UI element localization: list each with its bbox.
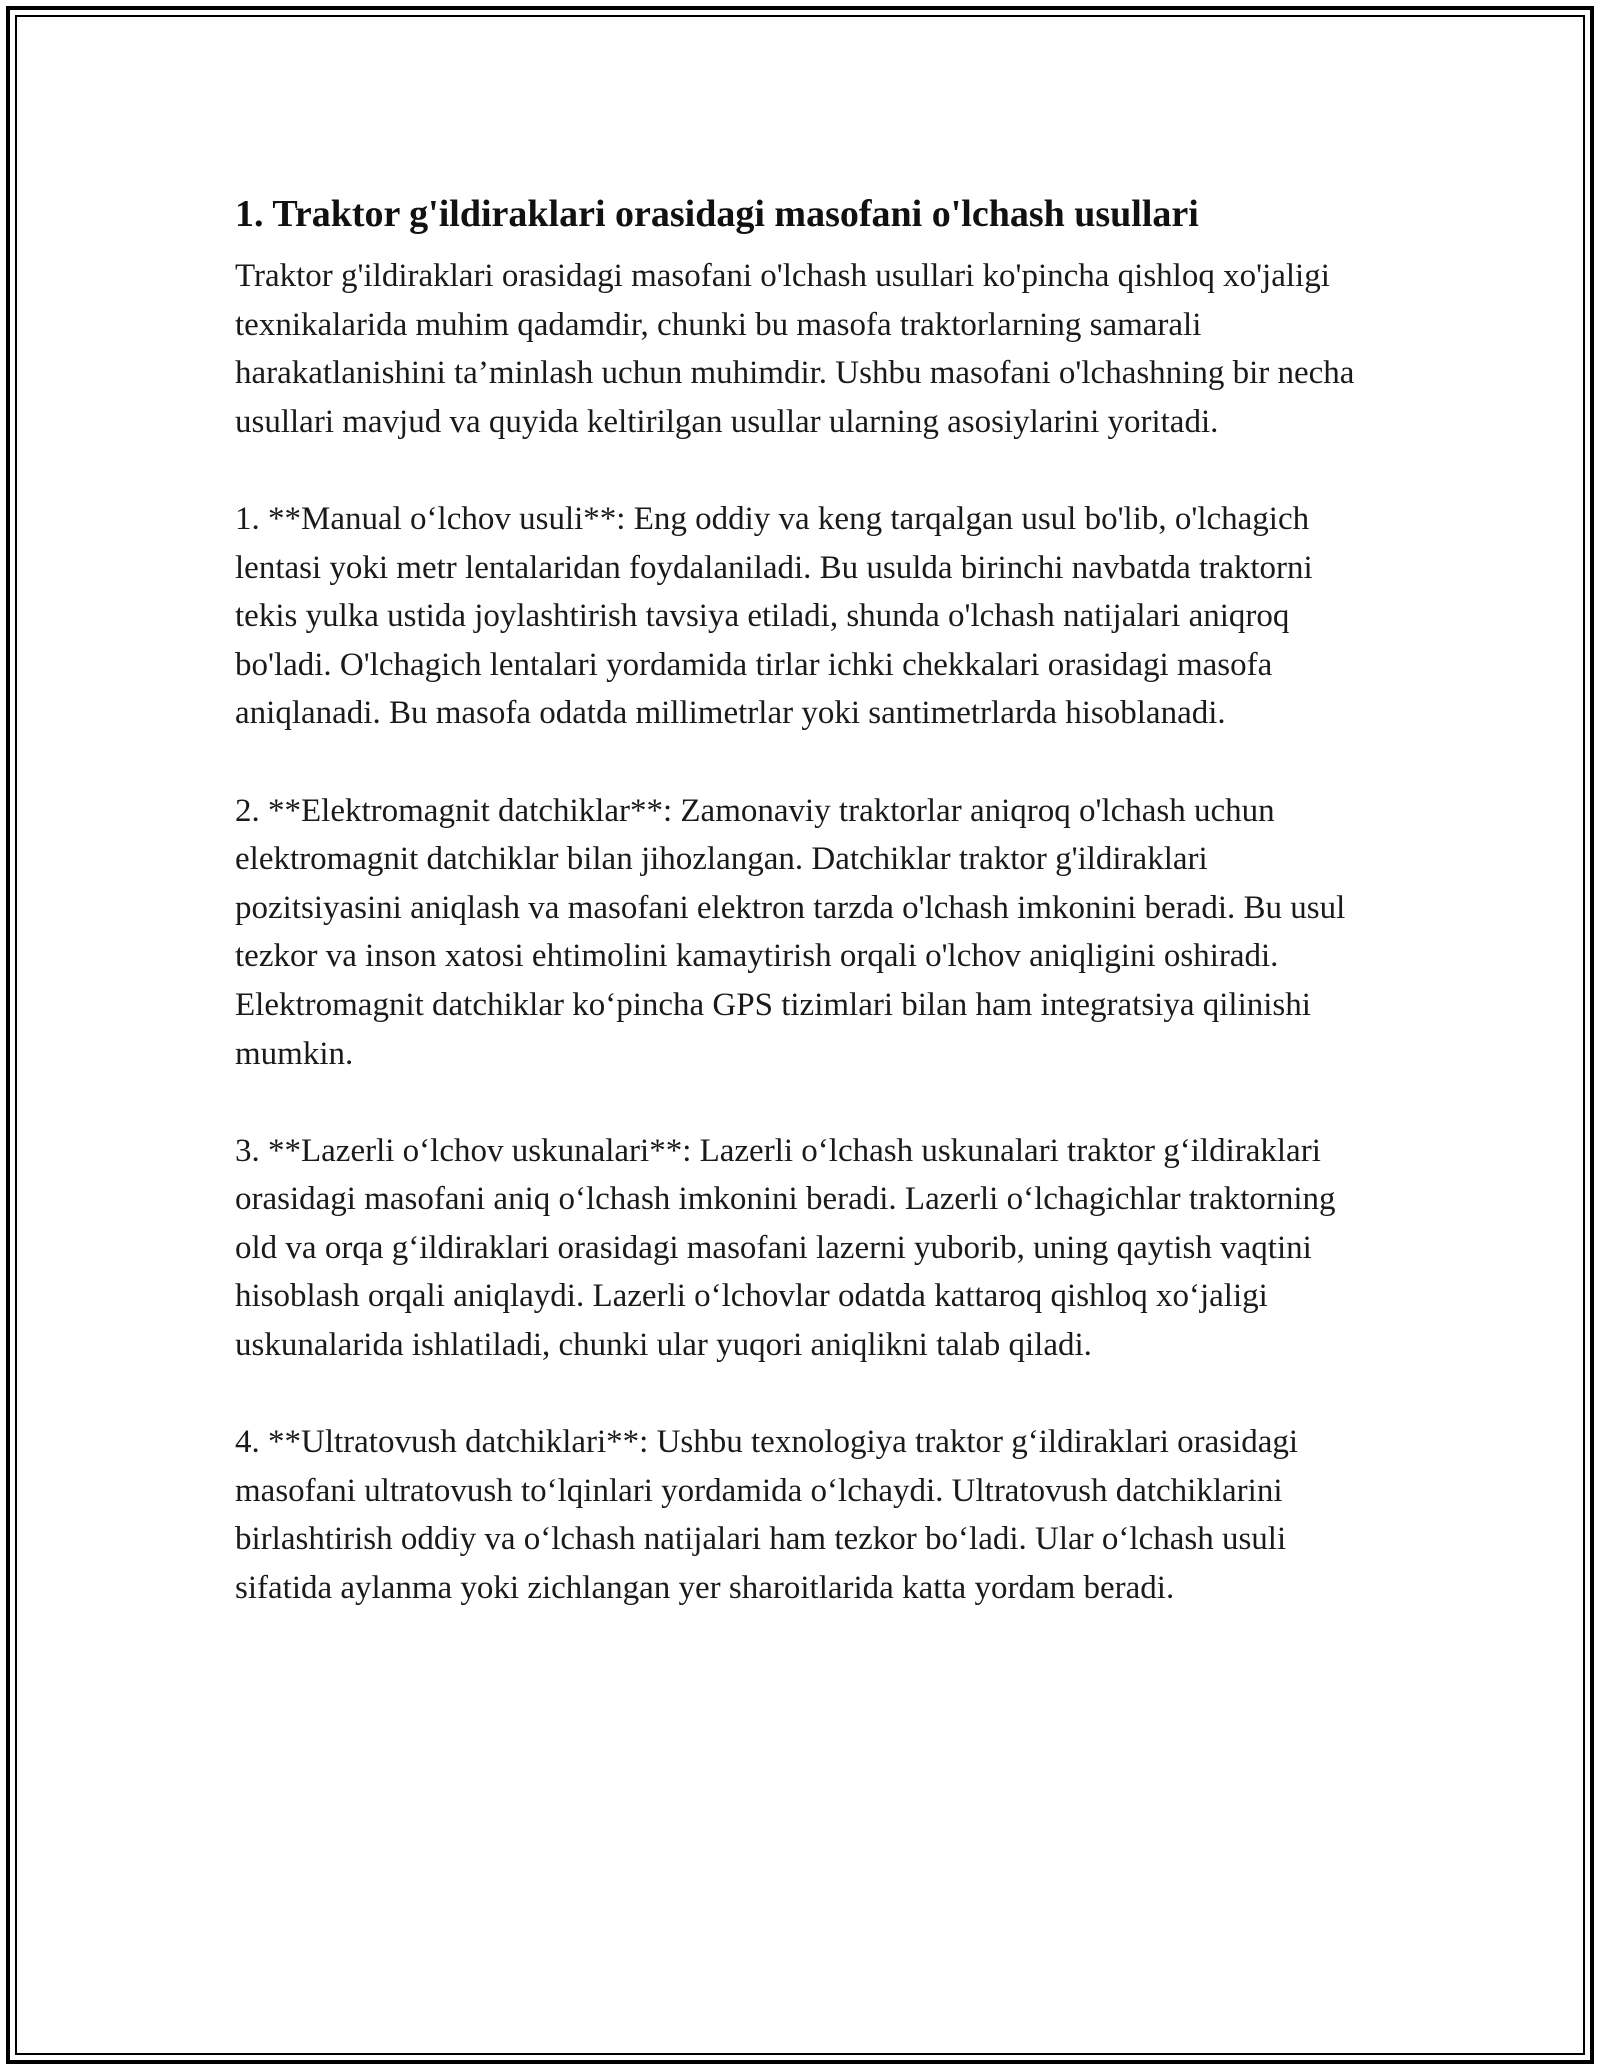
- paragraph-ultrasonic-sensors: 4. **Ultratovush datchiklari**: Ushbu texnologiya traktor g‘ildiraklari orasidagi masofani ultratovush to‘lqinlari yordamida o‘lchaydi. Ultratovush datchiklarini birlashtirish oddiy va o‘lchash natijalari ham tezkor bo‘ladi. Ular o‘lchash usuli sifatida aylanma yoki zichlangan yer sharoitlarida katta yordam beradi.: [235, 1424, 1299, 1607]
- paragraph-intro: Traktor g'ildiraklari orasidagi masofani o'lchash usullari ko'pincha qishloq xo'jaligi texnikalarida muhim qadamdir, chunki bu masofa traktorlarning samarali harakatlanishini ta’minlash uchun muhimdir. Ushbu masofani o'lchashning bir necha usullari mavjud va quyida keltirilgan usullar ularning asosiylarini yoritadi.: [235, 258, 1355, 440]
- paragraph-electromagnetic-sensors: 2. **Elektromagnit datchiklar**: Zamonaviy traktorlar aniqroq o'lchash uchun elektromagnit datchiklar bilan jihozlangan. Datchiklar traktor g'ildiraklari pozitsiyasini aniqlash va masofani elektron tarzda o'lchash imkonini beradi. Bu usul tezkor va inson xatosi ehtimolini kamaytirish orqali o'lchov aniqligini oshiradi. Elektromagnit datchiklar ko‘pincha GPS tizimlari bilan ham integratsiya qilinishi mumkin.: [235, 792, 1346, 1072]
- document-title: 1. Traktor g'ildiraklari orasidagi masofani o'lchash usullari: [235, 193, 1199, 235]
- paragraph-manual-method: 1. **Manual o‘lchov usuli**: Eng oddiy va keng tarqalgan usul bo'lib, o'lchagich lentasi yoki metr lentalaridan foydalaniladi. Bu usulda birinchi navbatda traktorni tekis yulka ustida joylashtirish tavsiya etiladi, shunda o'lchash natijalari aniqroq bo'ladi. O'lchagich lentalari yordamida tirlar ichki chekkalari orasidagi masofa aniqlanadi. Bu masofa odatda millimetrlar yoki santimetrlarda hisoblanadi.: [235, 500, 1313, 732]
- document-body: [235, 186, 1375, 1613]
- paragraph-laser-equipment: 3. **Lazerli o‘lchov uskunalari**: Lazerli o‘lchash uskunalari traktor g‘ildiraklari orasidagi masofani aniq o‘lchash imkonini beradi. Lazerli o‘lchagichlar traktorning old va orqa g‘ildiraklari orasidagi masofani lazerni yuborib, uning qaytish vaqtini hisoblash orqali aniqlaydi. Lazerli o‘lchovlar odatda kattaroq qishloq xo‘jaligi uskunalarida ishlatiladi, chunki ular yuqori aniqlikni talab qiladi.: [235, 1132, 1336, 1364]
